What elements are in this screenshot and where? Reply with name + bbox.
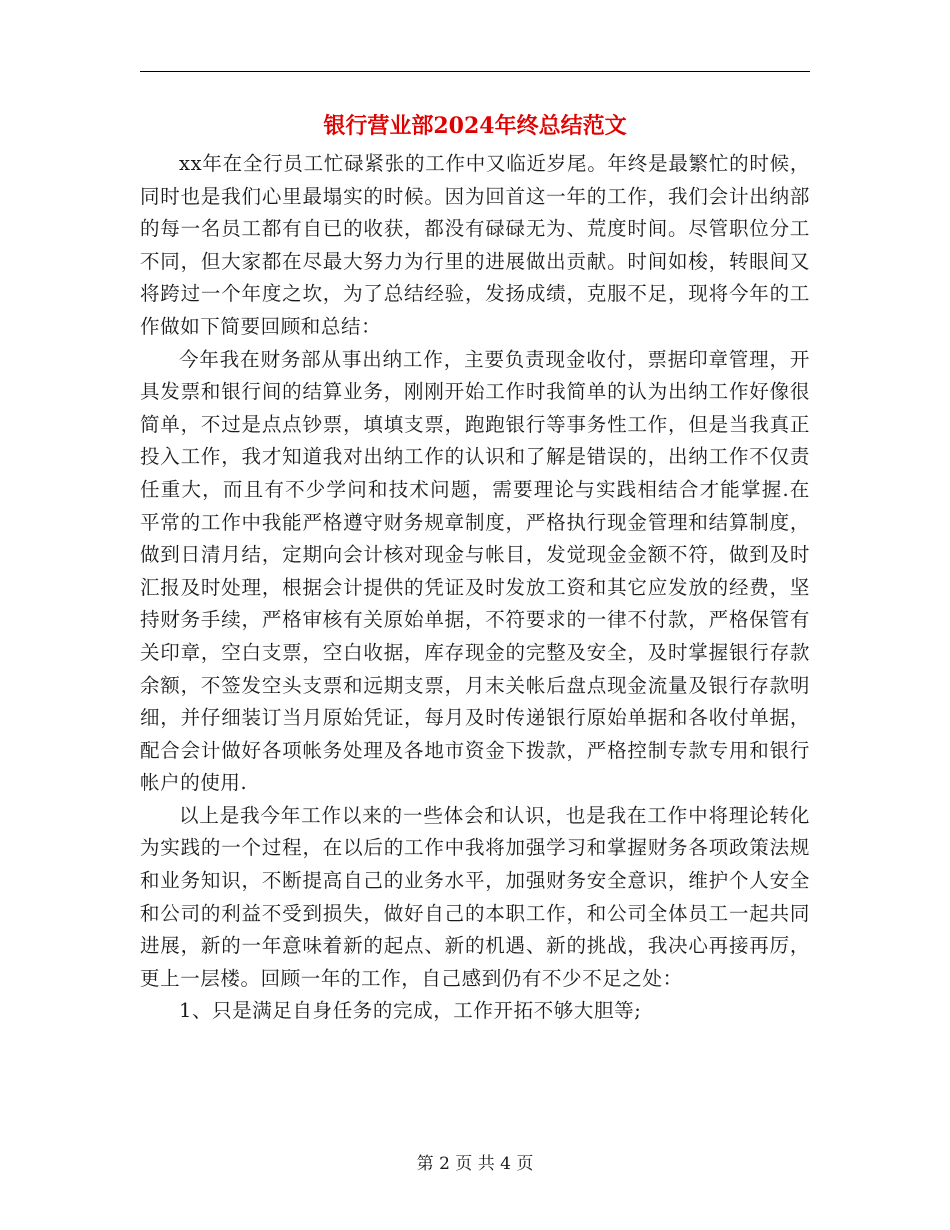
document-body (140, 148, 810, 1028)
paragraph-reflection: 以上是我今年工作以来的一些体会和认识，也是我在工作中将理论转化为实践的一个过程，在以后的工作中我将加强学习和掌握财务各项政策法规和业务知识，不断提高自己的业务水平，加强财务安全意识，维护个人安全和公司的利益不受到损失，做好自己的本职工作，和公司全体员工一起共同进展，新的一年意味着新的起点、新的机遇、新的挑战，我决心再接再厉，更上一层楼。回顾一年的工作，自己感到仍有不少不足之处： (140, 803, 810, 990)
header-rule (140, 71, 810, 72)
page-footer: 第 2 页 共 4 页 (416, 1154, 534, 1174)
paragraph-intro: xx年在全行员工忙碌紧张的工作中又临近岁尾。年终是最繁忙的时候，同时也是我们心里最塌实的时候。因为回首这一年的工作，我们会计出纳部的每一名员工都有自已的收获，都没有碌碌无为、荒度时间。尽管职位分工不同，但大家都在尽最大努力为行里的进展做出贡献。时间如梭，转眼间又将跨过一个年度之坎，为了总结经验，发扬成绩，克服不足，现将今年的工作做如下简要回顾和总结： (140, 152, 810, 338)
paragraph-shortcoming-1: 1、只是满足自身任务的完成，工作开拓不够大胆等; (179, 999, 642, 1023)
document-title: 银行营业部2024年终总结范文 (323, 113, 627, 139)
paragraph-duties: 今年我在财务部从事出纳工作，主要负责现金收付，票据印章管理，开具发票和银行间的结算业务，刚刚开始工作时我简单的认为出纳工作好像很简单，不过是点点钞票，填填支票，跑跑银行等事务性工作，但是当我真正投入工作，我才知道我对出纳工作的认识和了解是错误的，出纳工作不仅责任重大，而且有不少学问和技术问题，需要理论与实践相结合才能掌握.在平常的工作中我能严格遵守财务规章制度，严格执行现金管理和结算制度，做到日清月结，定期向会计核对现金与帐目，发觉现金金额不符，做到及时汇报及时处理，根据会计提供的凭证及时发放工资和其它应发放的经费，坚持财务手续，严格审核有关原始单据，不符要求的一律不付款，严格保管有关印章，空白支票，空白收据，库存现金的完整及安全，及时掌握银行存款余额，不签发空头支票和远期支票，月末关帐后盘点现金流量及银行存款明细，并仔细装订当月原始凭证，每月及时传递银行原始单据和各收付单据，配合会计做好各项帐务处理及各地市资金下拨款，严格控制专款专用和银行帐户的使用. (140, 347, 810, 795)
